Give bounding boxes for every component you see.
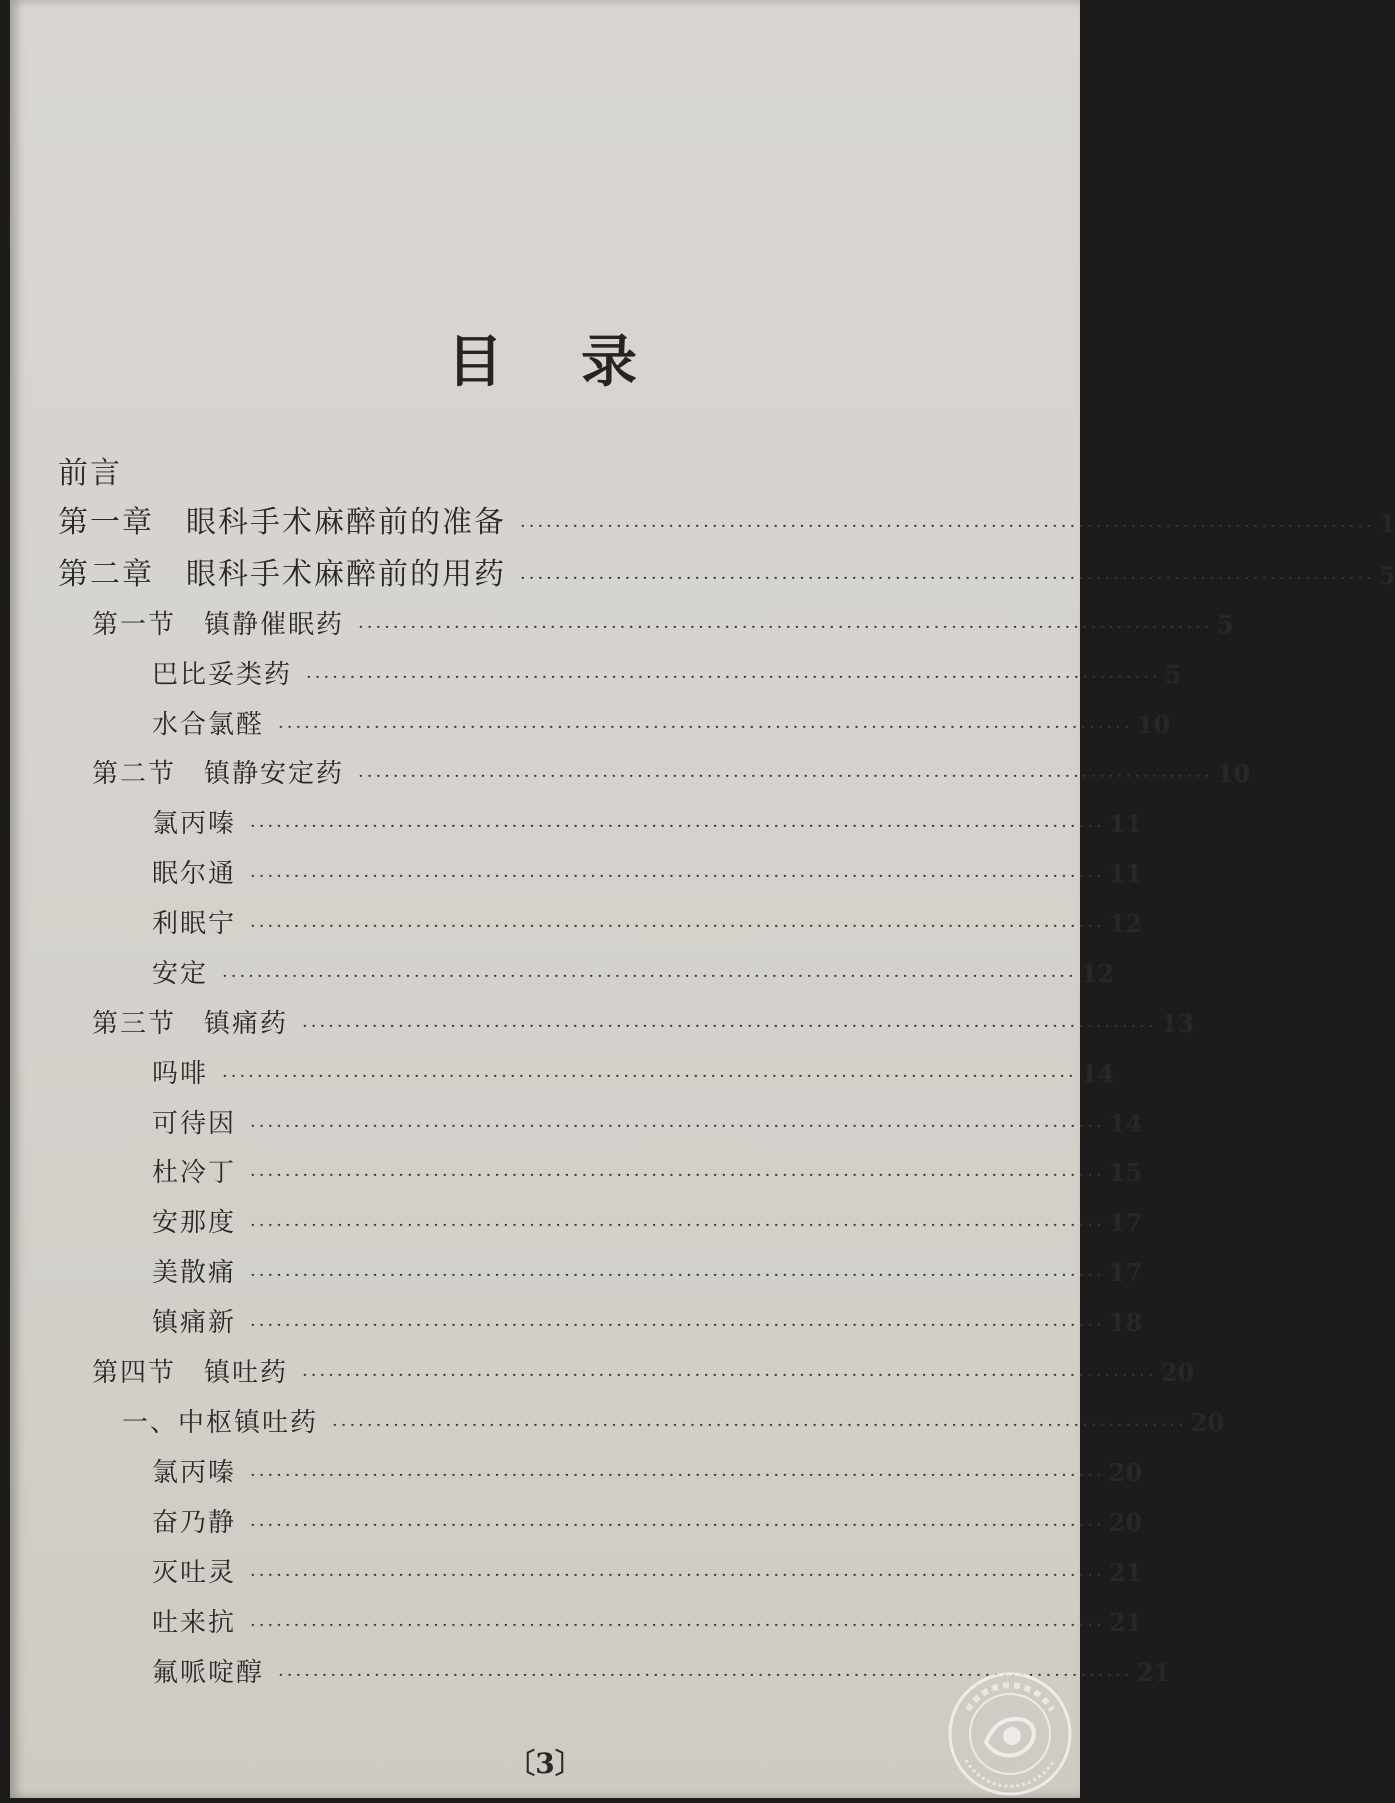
toc-leader-dots: ··································································································: [250, 816, 1105, 837]
toc-leader-dots: ··································································································: [306, 667, 1161, 688]
toc-page-number: 12: [1080, 959, 1115, 988]
toc-entry-section-1: [92, 604, 1234, 644]
toc-label: 氯丙嗪: [152, 809, 237, 839]
toc-label: 杜冷丁: [152, 1158, 237, 1188]
toc-leader-dots: ··································································································: [250, 1315, 1105, 1336]
toc-page-number: 14: [1080, 1059, 1115, 1088]
toc-leader-dots: ··································································································: [302, 1365, 1157, 1386]
toc-page-number: 17: [1108, 1258, 1143, 1287]
toc-label: 安定: [152, 959, 209, 989]
toc-label: 眠尔通: [152, 859, 237, 889]
toc-leader-dots: ··································································································: [250, 1515, 1105, 1536]
toc-label: 利眠宁: [152, 909, 237, 939]
toc-leader-dots: ··································································································: [222, 966, 1077, 987]
page-folio: 〔3〕: [507, 1747, 583, 1780]
toc-leader-dots: ··································································································: [250, 1215, 1105, 1236]
toc-page-number: 11: [1108, 859, 1143, 888]
toc-label: 可待因: [152, 1109, 237, 1139]
toc-leader-dots: ··································································································: [278, 717, 1133, 738]
museum-watermark-seal: [946, 1670, 1074, 1798]
toc-entry: [152, 704, 1171, 744]
toc-entry-section-3: [92, 1003, 1195, 1043]
toc-page-number: 21: [1108, 1608, 1143, 1637]
toc-page-number: 20: [1108, 1508, 1143, 1537]
toc-entry-chapter-1: [58, 497, 1395, 540]
toc-page-number: 21: [1108, 1558, 1143, 1587]
toc-label: 第一节 镇静催眠药: [92, 610, 345, 640]
toc-leader-dots: ··································································································: [302, 1016, 1157, 1037]
toc-leader-dots: ··································································································: [250, 1615, 1105, 1636]
toc-leader-dots: ··································································································: [278, 1665, 1133, 1686]
toc-page-number: 10: [1136, 710, 1171, 739]
toc-label: 第三节 镇痛药: [92, 1009, 289, 1039]
toc-label: 第一章 眼科手术麻醉前的准备: [58, 505, 506, 540]
toc-leader-dots: ··································································································: [358, 766, 1213, 787]
toc-leader-dots: ··································································································: [222, 1066, 1077, 1087]
toc-label: 巴比妥类药: [152, 660, 293, 690]
toc-label: 水合氯醛: [152, 710, 265, 740]
toc-entry: [152, 853, 1143, 893]
toc-page-number: 20: [1108, 1458, 1143, 1487]
toc-entry: [152, 1252, 1143, 1292]
toc-label: 氯丙嗪: [152, 1458, 237, 1488]
toc-label: 第二章 眼科手术麻醉前的用药: [58, 557, 506, 592]
toc-page-number: 18: [1108, 1308, 1143, 1337]
toc-leader-dots: ··································································································: [250, 1265, 1105, 1286]
toc-entry-section-4: [92, 1352, 1195, 1392]
toc-label: 吗啡: [152, 1059, 209, 1089]
toc-leader-dots: ··································································································: [250, 916, 1105, 937]
toc-entry: [152, 1053, 1115, 1093]
toc-entry: [152, 1502, 1143, 1542]
toc-page-number: 11: [1108, 809, 1143, 838]
toc-leader-dots: ··································································································: [250, 866, 1105, 887]
toc-leader-dots: ··································································································: [520, 568, 1375, 589]
toc-entry-chapter-2: [58, 549, 1395, 592]
toc-label: 一、中枢镇吐药: [122, 1408, 319, 1438]
toc-label: 吐来抗: [152, 1608, 237, 1638]
toc-leader-dots: ··································································································: [332, 1415, 1187, 1436]
toc-entry: [152, 654, 1182, 694]
toc-entry: [152, 1103, 1143, 1143]
toc-leader-dots: ··································································································: [250, 1565, 1105, 1586]
toc-label: 第四节 镇吐药: [92, 1358, 289, 1388]
toc-entry: [152, 1652, 1171, 1692]
toc-label: 安那度: [152, 1208, 237, 1238]
toc-entry: [152, 1602, 1143, 1642]
toc-entry-subsection: [122, 1402, 1225, 1442]
title-char-1: 目: [447, 329, 509, 395]
toc-entry: [152, 903, 1143, 943]
toc-page-number: 12: [1108, 909, 1143, 938]
toc-entry: [152, 953, 1115, 993]
toc-leader-dots: ··································································································: [358, 617, 1213, 638]
toc-label: 灭吐灵: [152, 1558, 237, 1588]
toc-page-number: 1: [1378, 509, 1395, 538]
title-char-2: 录: [581, 329, 643, 395]
toc-entry: [152, 1552, 1143, 1592]
toc-label: 奋乃静: [152, 1508, 237, 1538]
toc-entry: [152, 1452, 1143, 1492]
toc-entry-section-2: [92, 753, 1251, 793]
toc-page-number: 20: [1190, 1408, 1225, 1437]
toc-entry: [152, 1302, 1143, 1342]
page-title: [10, 318, 1080, 398]
toc-page-number: 10: [1216, 759, 1251, 788]
toc-page-number: 14: [1108, 1109, 1143, 1138]
toc-page-number: 17: [1108, 1208, 1143, 1237]
toc-page-number: 21: [1136, 1658, 1171, 1687]
toc-page-number: 20: [1160, 1358, 1195, 1387]
toc-leader-dots: ··································································································: [250, 1165, 1105, 1186]
toc-page-number: 15: [1108, 1158, 1143, 1187]
toc-label: 镇痛新: [152, 1308, 237, 1338]
toc-entry: [152, 803, 1143, 843]
toc-leader-dots: ··································································································: [250, 1116, 1105, 1137]
toc-page-number: 13: [1160, 1009, 1195, 1038]
toc-page-number: 5: [1378, 561, 1395, 590]
toc-leader-dots: ··································································································: [250, 1465, 1105, 1486]
book-page: [10, 0, 1395, 1798]
toc-label: 美散痛: [152, 1258, 237, 1288]
toc-page-number: 5: [1216, 610, 1234, 639]
toc-label: 氟哌啶醇: [152, 1658, 265, 1688]
toc-leader-dots: ··································································································: [520, 516, 1375, 537]
toc-entry: [152, 1152, 1143, 1192]
toc-page-number: 5: [1164, 660, 1182, 689]
toc-preface: 前言: [58, 456, 122, 491]
toc-label: 第二节 镇静安定药: [92, 759, 345, 789]
toc-entry: [152, 1202, 1143, 1242]
